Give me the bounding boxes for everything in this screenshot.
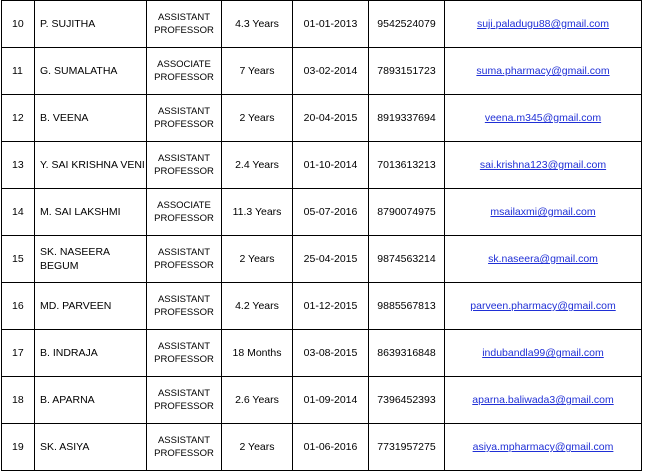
email-link[interactable]: suma.pharmacy@gmail.com <box>476 65 610 77</box>
joining-date-cell: 01-06-2016 <box>293 424 369 471</box>
faculty-name-cell: G. SUMALATHA <box>35 48 147 95</box>
designation-line: PROFESSOR <box>154 119 214 130</box>
faculty-table-body <box>2 1 642 471</box>
designation-cell <box>147 142 222 189</box>
experience-cell: 2.6 Years <box>222 377 293 424</box>
table-row <box>2 236 642 283</box>
experience-cell: 18 Months <box>222 330 293 377</box>
serial-number-cell: 15 <box>2 236 35 283</box>
table-row <box>2 330 642 377</box>
faculty-name-cell: Y. SAI KRISHNA VENI <box>35 142 147 189</box>
designation-line: PROFESSOR <box>154 72 214 83</box>
joining-date-cell: 25-04-2015 <box>293 236 369 283</box>
phone-number-cell: 7893151723 <box>369 48 445 95</box>
email-link[interactable]: sai.krishna123@gmail.com <box>479 159 607 171</box>
designation-line: PROFESSOR <box>154 354 214 365</box>
serial-number-cell: 17 <box>2 330 35 377</box>
email-cell <box>445 1 642 48</box>
designation-line: ASSISTANT <box>157 341 211 352</box>
joining-date-cell: 01-12-2015 <box>293 283 369 330</box>
table-row <box>2 48 642 95</box>
designation-line: PROFESSOR <box>154 260 214 271</box>
joining-date-cell: 01-01-2013 <box>293 1 369 48</box>
designation-line: PROFESSOR <box>154 25 214 36</box>
designation-cell <box>147 1 222 48</box>
experience-cell: 2 Years <box>222 424 293 471</box>
email-link[interactable]: asiya.mpharmacy@gmail.com <box>472 441 614 453</box>
designation-cell <box>147 236 222 283</box>
table-row <box>2 189 642 236</box>
designation-line: PROFESSOR <box>154 401 214 412</box>
phone-number-cell: 7731957275 <box>369 424 445 471</box>
designation-line: PROFESSOR <box>154 307 214 318</box>
email-cell <box>445 142 642 189</box>
experience-cell: 2.4 Years <box>222 142 293 189</box>
email-cell <box>445 424 642 471</box>
table-row <box>2 95 642 142</box>
experience-cell: 11.3 Years <box>222 189 293 236</box>
designation-line: ASSOCIATE <box>157 59 211 70</box>
faculty-name-cell: B. INDRAJA <box>35 330 147 377</box>
designation-line: ASSISTANT <box>157 247 211 258</box>
table-row <box>2 424 642 471</box>
serial-number-cell: 11 <box>2 48 35 95</box>
email-cell <box>445 236 642 283</box>
email-cell <box>445 95 642 142</box>
phone-number-cell: 9885567813 <box>369 283 445 330</box>
designation-line: ASSISTANT <box>157 294 211 305</box>
serial-number-cell: 18 <box>2 377 35 424</box>
phone-number-cell: 7396452393 <box>369 377 445 424</box>
experience-cell: 2 Years <box>222 95 293 142</box>
email-cell <box>445 189 642 236</box>
table-row <box>2 1 642 48</box>
designation-line: ASSISTANT <box>157 388 211 399</box>
faculty-name-cell: MD. PARVEEN <box>35 283 147 330</box>
phone-number-cell: 9874563214 <box>369 236 445 283</box>
email-link[interactable]: parveen.pharmacy@gmail.com <box>470 300 616 312</box>
designation-cell <box>147 95 222 142</box>
serial-number-cell: 16 <box>2 283 35 330</box>
joining-date-cell: 03-08-2015 <box>293 330 369 377</box>
joining-date-cell: 20-04-2015 <box>293 95 369 142</box>
experience-cell: 2 Years <box>222 236 293 283</box>
table-row <box>2 283 642 330</box>
email-cell <box>445 283 642 330</box>
serial-number-cell: 10 <box>2 1 35 48</box>
phone-number-cell: 9542524079 <box>369 1 445 48</box>
table-row <box>2 377 642 424</box>
experience-cell: 7 Years <box>222 48 293 95</box>
phone-number-cell: 8919337694 <box>369 95 445 142</box>
designation-line: ASSISTANT <box>157 153 211 164</box>
phone-number-cell: 8790074975 <box>369 189 445 236</box>
serial-number-cell: 12 <box>2 95 35 142</box>
phone-number-cell: 7013613213 <box>369 142 445 189</box>
email-cell <box>445 330 642 377</box>
designation-line: ASSISTANT <box>157 106 211 117</box>
designation-line: PROFESSOR <box>154 213 214 224</box>
serial-number-cell: 13 <box>2 142 35 189</box>
serial-number-cell: 14 <box>2 189 35 236</box>
joining-date-cell: 01-10-2014 <box>293 142 369 189</box>
designation-line: ASSISTANT <box>157 12 211 23</box>
faculty-name-cell: B. VEENA <box>35 95 147 142</box>
designation-cell <box>147 283 222 330</box>
email-link[interactable]: aparna.baliwada3@gmail.com <box>472 394 614 406</box>
email-link[interactable]: veena.m345@gmail.com <box>484 112 602 124</box>
faculty-name-cell: P. SUJITHA <box>35 1 147 48</box>
joining-date-cell: 03-02-2014 <box>293 48 369 95</box>
joining-date-cell: 05-07-2016 <box>293 189 369 236</box>
email-link[interactable]: msailaxmi@gmail.com <box>490 206 596 218</box>
designation-cell <box>147 48 222 95</box>
designation-cell <box>147 189 222 236</box>
email-link[interactable]: indubandla99@gmail.com <box>482 347 604 359</box>
designation-line: PROFESSOR <box>154 166 214 177</box>
phone-number-cell: 8639316848 <box>369 330 445 377</box>
email-link[interactable]: sk.naseera@gmail.com <box>488 253 598 265</box>
email-cell <box>445 48 642 95</box>
faculty-table <box>1 0 642 471</box>
designation-line: ASSOCIATE <box>157 200 211 211</box>
table-row <box>2 142 642 189</box>
experience-cell: 4.3 Years <box>222 1 293 48</box>
faculty-name-cell: SK. NASEERA BEGUM <box>35 236 147 283</box>
email-cell <box>445 377 642 424</box>
designation-line: ASSISTANT <box>157 435 211 446</box>
faculty-name-cell: SK. ASIYA <box>35 424 147 471</box>
designation-cell <box>147 377 222 424</box>
serial-number-cell: 19 <box>2 424 35 471</box>
faculty-name-cell: B. APARNA <box>35 377 147 424</box>
designation-line: PROFESSOR <box>154 448 214 459</box>
faculty-name-cell: M. SAI LAKSHMI <box>35 189 147 236</box>
email-link[interactable]: suji.paladugu88@gmail.com <box>476 18 610 30</box>
joining-date-cell: 01-09-2014 <box>293 377 369 424</box>
designation-cell <box>147 424 222 471</box>
experience-cell: 4.2 Years <box>222 283 293 330</box>
designation-cell <box>147 330 222 377</box>
